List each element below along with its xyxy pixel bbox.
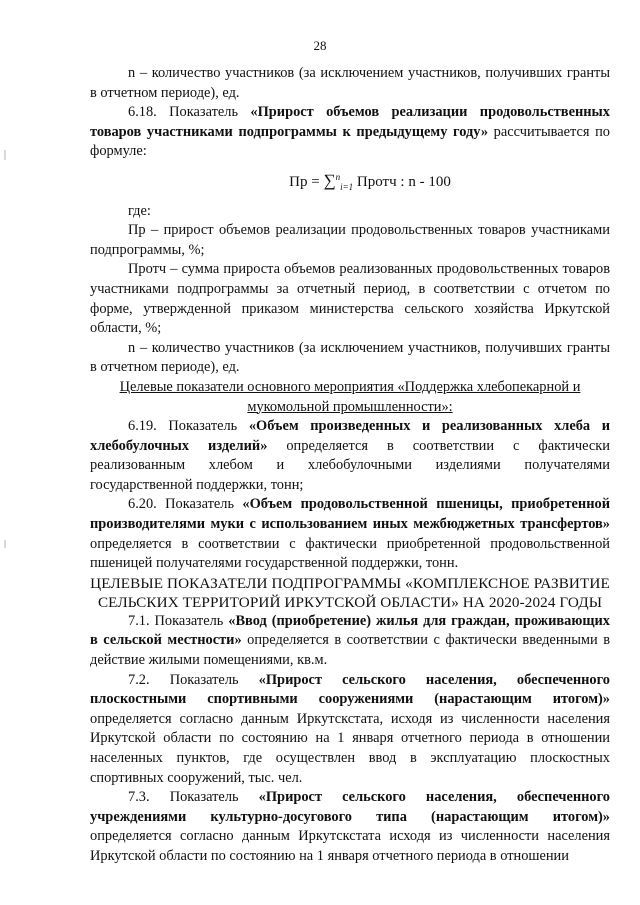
document-body [90, 64, 610, 867]
paragraph-6-19 [90, 417, 610, 495]
indicator-title: «Прирост сельского населения, обеспеченного плоскостными спортивными сооружениями (нарастающим итогом)» [90, 671, 610, 708]
item-text: рассчитывается по формуле: [90, 123, 610, 160]
indicator-title: «Прирост объемов реализации продовольственных товаров участниками подпрограммы к предыдущему году» [90, 104, 610, 140]
item-prefix: 7.1. Показатель [128, 612, 229, 629]
item-prefix: 6.18. Показатель [128, 104, 251, 121]
paragraph-n-participants: n – количество участников (за исключением участников, получивших гранты в отчетном периоде), ед. [90, 65, 610, 101]
indicator-title: «Ввод (приобретение) жилья для граждан, проживающих в сельской местности» [90, 612, 611, 649]
where-label: где: [128, 202, 151, 219]
paragraph-6-18 [90, 103, 610, 162]
formula-lhs: Пр = [289, 173, 324, 190]
definition-pr: Пр – прирост объемов реализации продовольственных товаров участниками подпрограммы, %; [90, 222, 610, 258]
item-prefix: 6.20. Показатель [128, 496, 243, 513]
paragraph-7-3 [90, 788, 610, 866]
page-number: 28 [313, 38, 327, 53]
item-text: определяется в соответствии с фактически реализованным хлебом и хлебобулочными изделиями получателями государственной поддержки, тонн; [90, 437, 610, 493]
indicator-title: «Объем продовольственной пшеницы, приобретенной производителями муки с использованием иных межбюджетных трансфертов» [90, 496, 610, 533]
definition-n: n – количество участников (за исключением участников, получивших гранты в отчетном периоде), ед. [90, 339, 610, 376]
item-text: определяется согласно данным Иркутскстата, исходя из численности населения Иркутской области по состоянию на 1 января отчетного периода в отношении населенных пунктов, где осуществлен ввод в эксплуатацию плоскостных спортивных сооружений, тыс. чел. [90, 710, 610, 786]
paragraph-6-20 [90, 495, 610, 573]
section-heading: ЦЕЛЕВЫЕ ПОКАЗАТЕЛИ ПОДПРОГРАММЫ «КОМПЛЕКСНОЕ РАЗВИТИЕ СЕЛЬСКИХ ТЕРРИТОРИЙ ИРКУТСКОЙ ОБЛАСТИ» НА 2020-2024 ГОДЫ [90, 574, 610, 611]
formula [90, 168, 610, 198]
paragraph-7-1 [90, 612, 610, 671]
formula-rhs: Протч : n - 100 [353, 173, 451, 190]
paragraph-7-2 [90, 671, 610, 789]
scan-mark [4, 540, 6, 548]
item-text: определяется в соответствии с фактически введенными в действие жилыми помещениями, кв.м. [90, 632, 610, 669]
item-prefix: 7.2. Показатель [128, 671, 259, 688]
definition-protch: Протч – сумма прироста объемов реализованных продовольственных товаров участниками подпрограммы за отчетный период, в соответствии с отчетом по форме, утвержденной приказом министерства сельского хозяйства Иркутской области, %; [90, 261, 610, 337]
heading-bakery-support: Целевые показатели основного мероприятия «Поддержка хлебопекарной и мукомольной промышленности»: [119, 378, 581, 415]
item-prefix: 7.3. Показатель [128, 789, 259, 806]
item-prefix: 6.19. Показатель [128, 418, 249, 435]
formula-upper-limit: n [335, 171, 341, 182]
indicator-title: «Объем произведенных и реализованных хлеба и хлебобулочных изделий» [90, 418, 610, 454]
formula-lower-limit: i=1 [340, 181, 354, 192]
item-text: определяется согласно данным Иркутскстата исходя из численности населения Иркутской области по состоянию на 1 января отчетного периода в отношении [90, 828, 610, 864]
scan-mark [4, 150, 6, 160]
indicator-title: «Прирост сельского населения, обеспеченного учреждениями культурно-досугового типа (нарастающим итогом)» [90, 789, 610, 825]
sigma-symbol: ∑ [323, 170, 336, 190]
item-text: определяется в соответствии с фактически приобретенной продовольственной пшеницей получателями государственной поддержки, тонн. [90, 535, 610, 572]
